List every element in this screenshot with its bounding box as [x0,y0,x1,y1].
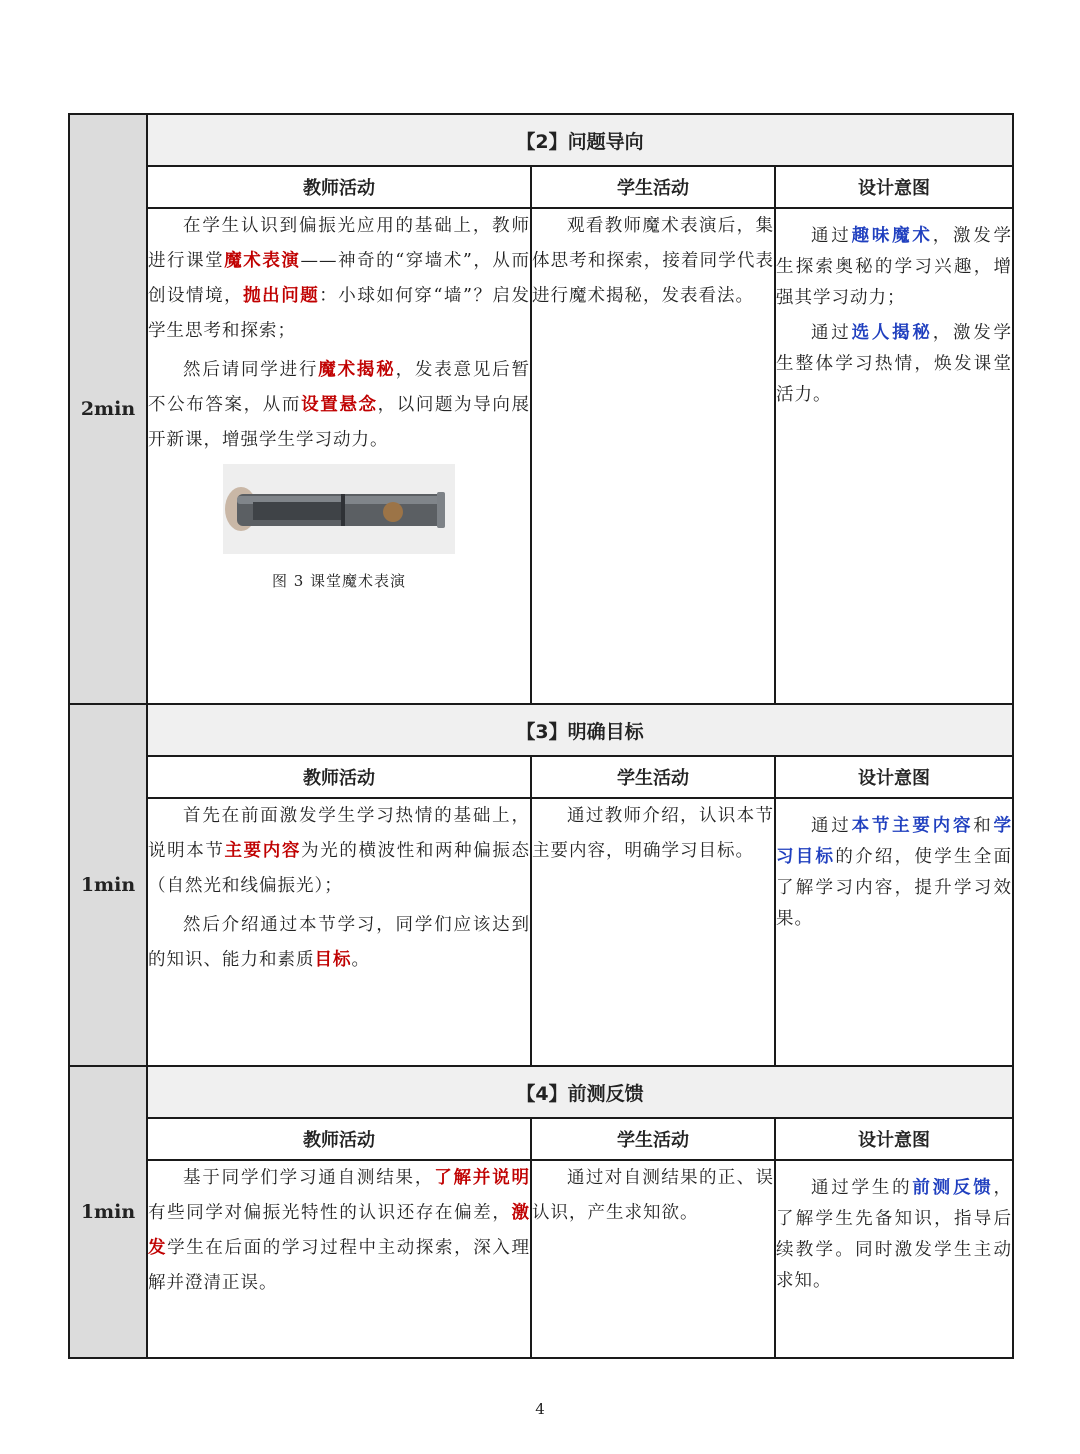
paragraph [532,1161,774,1231]
highlight-text: 学习目标 [776,816,1013,867]
paragraph [148,799,530,904]
teacher-activity-cell [147,208,531,704]
text-run: ，发表意见后暂不公布答案，从而 [148,360,531,415]
text-run: ，以问题为导向展开新课，增强学生学习动力。 [148,395,531,450]
text-run: ：小球如何穿“墙”？启发学生思考和探索； [148,286,531,341]
paragraph [532,209,774,314]
section-time: 2min [69,114,147,704]
text-run: 然后介绍通过本节学习，同学们应该达到的知识、能力和素质 [148,915,530,970]
text-run: 首先在前面激发学生学习热情的基础上，说明本节 [148,806,530,861]
col-head-teacher: 教师活动 [147,1118,531,1160]
paragraph [148,908,530,978]
section-title: 【2】问题导向 [147,114,1013,166]
paragraph [148,209,530,349]
design-intent-cell [775,1160,1013,1358]
figure [148,464,530,591]
student-activity-cell [531,798,775,1066]
figure-caption: 图 3 课堂魔术表演 [271,572,407,590]
col-head-student: 学生活动 [531,756,775,798]
text-run: 通过 [811,226,852,246]
paragraph [776,318,1012,411]
highlight-text: 魔术揭秘 [318,360,396,380]
col-head-design: 设计意图 [775,166,1013,208]
highlight-text: 趣味魔术 [851,226,933,246]
section-title: 【3】明确目标 [147,704,1013,756]
highlight-text: 前测反馈 [912,1178,994,1198]
text-run: 的介绍，使学生全面了解学习内容，提升学习效果。 [776,847,1013,929]
section-time: 1min [69,704,147,1066]
col-head-teacher: 教师活动 [147,756,531,798]
design-intent-cell [775,208,1013,704]
highlight-text: 魔术表演 [224,251,301,271]
text-run: 有些同学对偏振光特性的认识还存在偏差， [148,1203,512,1223]
lesson-plan-table [68,113,1014,1359]
highlight-text: 目标 [314,950,352,970]
highlight-text: 了解并说明 [434,1168,531,1188]
text-run: 通过 [811,816,852,836]
text-run: 在学生认识到偏振光应用的基础上，教师进行课堂 [148,216,530,271]
col-head-student: 学生活动 [531,166,775,208]
text-run: 然后请同学进行 [183,360,319,380]
text-run: 学生在后面的学习过程中主动探索，深入理解并澄清正误。 [148,1238,531,1293]
highlight-text: 设置悬念 [301,395,378,415]
paragraph [776,1173,1012,1297]
text-run: ，了解学生先备知识，指导后续教学。同时激发学生主动求知。 [776,1178,1013,1291]
text-run: ，激发学生整体学习热情，焕发课堂活力。 [776,323,1013,405]
paragraph [776,811,1012,935]
text-run: 通过 [811,323,852,343]
paragraph [532,799,774,869]
text-run: 为光的横波性和两种偏振态（自然光和线偏振光）； [148,841,531,896]
section-time: 1min [69,1066,147,1358]
col-head-student: 学生活动 [531,1118,775,1160]
design-intent-cell [775,798,1013,1066]
text-run: ——神奇的“穿墙术”，从而创设情境， [148,251,530,306]
text-run: 通过学生的 [811,1178,913,1198]
student-activity-cell [531,1160,775,1358]
tube-illustration [223,464,455,554]
magic-tube-photo [223,464,455,554]
teacher-activity-cell [147,1160,531,1358]
paragraph [148,353,530,458]
text-run: 通过教师介绍，认识本节主要内容，明确学习目标。 [532,806,774,861]
highlight-text: 抛出问题 [243,286,320,306]
student-activity-cell [531,208,775,704]
paragraph [148,1161,530,1301]
col-head-design: 设计意图 [775,756,1013,798]
text-run: 观看教师魔术表演后，集体思考和探索，接着同学代表进行魔术揭秘，发表看法。 [532,216,774,306]
paragraph [776,221,1012,314]
highlight-text: 激发 [148,1203,530,1258]
col-head-design: 设计意图 [775,1118,1013,1160]
teacher-activity-cell [147,798,531,1066]
highlight-text: 主要内容 [224,841,302,861]
col-head-teacher: 教师活动 [147,166,531,208]
page-number: 4 [535,1400,545,1418]
text-run: ，激发学生探索奥秘的学习兴趣，增强其学习动力； [776,226,1013,308]
text-run: 和 [973,816,994,836]
text-run: 基于同学们学习通自测结果， [183,1168,435,1188]
highlight-text: 本节主要内容 [851,816,974,836]
text-run: 通过对自测结果的正、误认识，产生求知欲。 [532,1168,774,1223]
section-title: 【4】前测反馈 [147,1066,1013,1118]
highlight-text: 选人揭秘 [851,323,933,343]
text-run: 。 [351,950,370,970]
